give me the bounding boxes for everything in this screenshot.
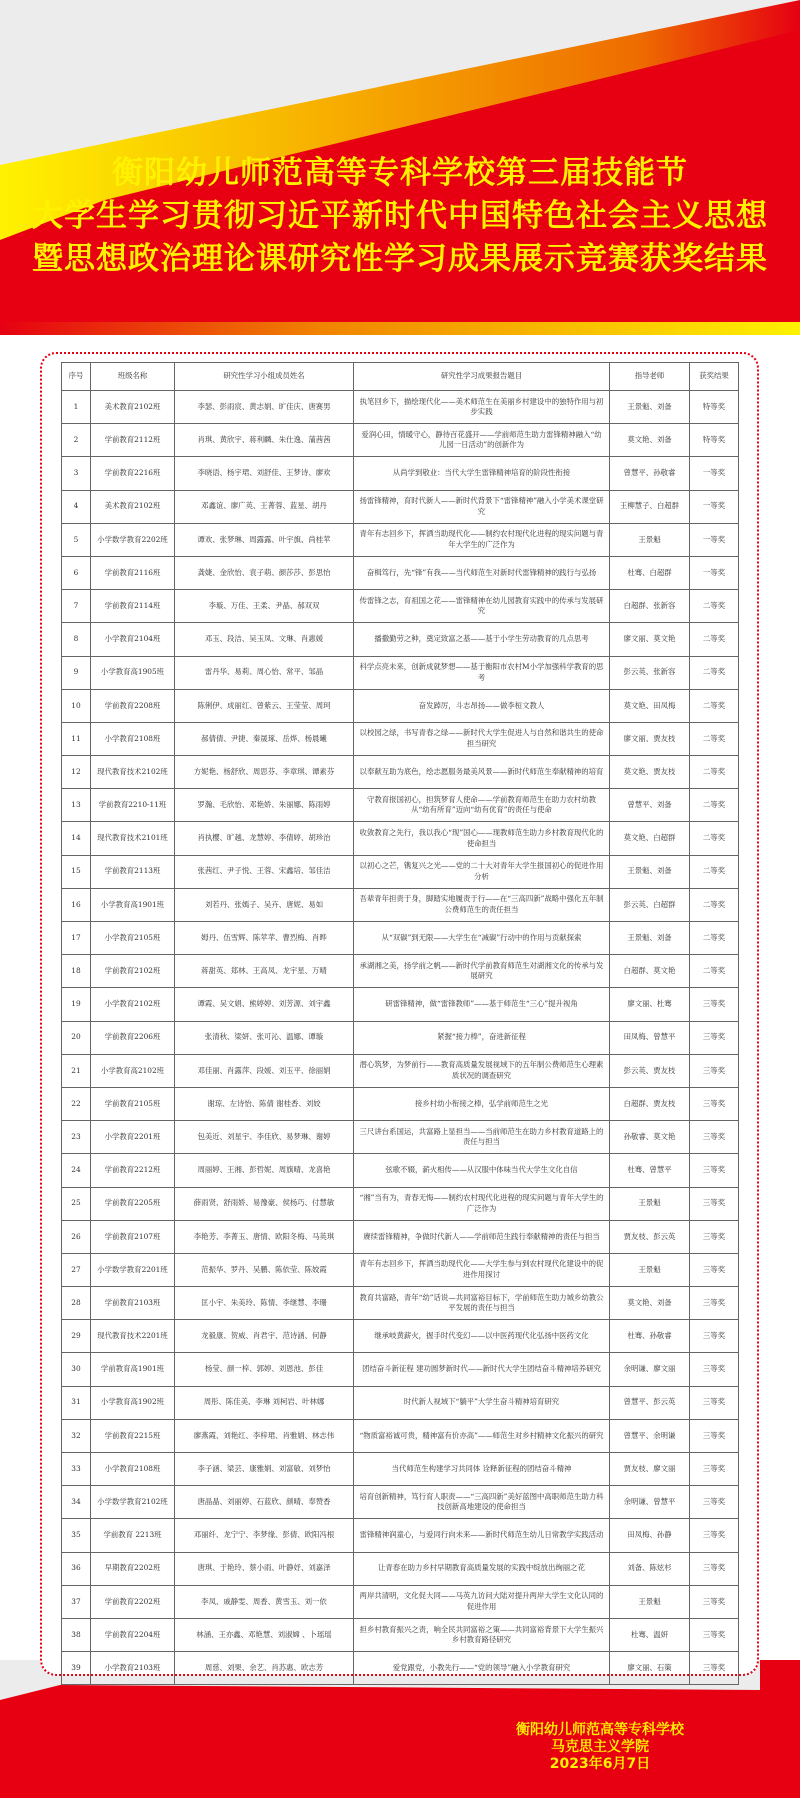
cell-topic: 从“双碳”到无限——大学生在“减碳”行动中的作用与贡献探索	[354, 922, 610, 955]
cell-topic: 以校园之绿，书写青春之绿——新时代大学生促进人与自然和谐共生的使命担当研究	[354, 722, 610, 755]
cell-award: 一等奖	[690, 556, 739, 589]
cell-no: 11	[62, 722, 91, 755]
cell-award: 二等奖	[690, 789, 739, 822]
cell-members: 罗瀚、毛欣怡、邓艳娇、朱丽娜、陈雨婷	[175, 789, 354, 822]
cell-class: 美术教育2102班	[91, 490, 175, 523]
cell-teacher: 王景魁	[610, 1585, 690, 1618]
cell-no: 7	[62, 590, 91, 623]
table-row	[62, 789, 739, 822]
cell-award: 三等奖	[690, 1652, 739, 1685]
table-row	[62, 523, 739, 556]
cell-class: 学前教育2105班	[91, 1087, 175, 1120]
cell-topic: 吾辈青年担责于身，脚踏实地履责于行——在“三高四新”战略中强化五年制公费师范生的责任担当	[354, 888, 610, 921]
table-row	[62, 490, 739, 523]
cell-members: 肖执樱、旷越、龙慧婷、李倩婷、胡珍治	[175, 822, 354, 855]
cell-teacher: 莫文艳、刘备	[610, 424, 690, 457]
cell-teacher: 刘备、陈炫杉	[610, 1552, 690, 1585]
cell-no: 13	[62, 789, 91, 822]
cell-class: 学前教育2116班	[91, 556, 175, 589]
cell-no: 34	[62, 1486, 91, 1519]
cell-members: 龚婕、金欣怡、袁子萌、颜莎莎、彭思怡	[175, 556, 354, 589]
cell-no: 32	[62, 1419, 91, 1452]
cell-class: 小学教育2108班	[91, 722, 175, 755]
cell-teacher: 田凤梅、曾慧平	[610, 1021, 690, 1054]
cell-members: 雷丹华、易莉、周心怡、常平、邹晶	[175, 656, 354, 689]
cell-members: 李瑟、彭雨宸、黄志娟、旷佳庆、唐赛男	[175, 391, 354, 424]
cell-members: 李璇、万佳、王柔、尹晶、郝双双	[175, 590, 354, 623]
cell-award: 二等奖	[690, 955, 739, 988]
cell-class: 学前教育2216班	[91, 457, 175, 490]
cell-topic: 教育共富路，青年“幼”话说—共同富裕目标下，学前师范生助力城乡幼教公平发展的责任与担当	[354, 1287, 610, 1320]
cell-topic: 两岸共清明，文化促大同——马英九访问大陆对提升两岸大学生文化认同的促进作用	[354, 1585, 610, 1618]
cell-no: 14	[62, 822, 91, 855]
cell-members: 薛雨贤、舒雨娇、易豫豪、侯杨巧、付慧敏	[175, 1187, 354, 1220]
cell-class: 小学数学教育2102班	[91, 1486, 175, 1519]
cell-teacher: 贾友枝、廖文丽	[610, 1453, 690, 1486]
cell-teacher: 彭云英、贾友枝	[610, 1054, 690, 1087]
cell-no: 16	[62, 888, 91, 921]
cell-award: 特等奖	[690, 391, 739, 424]
cell-topic: 青年有志回乡下，挥洒当助现代化——制约农村现代化进程的现实问题与青年大学生的广泛作为	[354, 523, 610, 556]
cell-topic: 爱党跟党，小教先行——“党的领导”融入小学教育研究	[354, 1652, 610, 1685]
table-row	[62, 1419, 739, 1452]
table-row	[62, 1453, 739, 1486]
award-results-table	[61, 362, 739, 1685]
cell-topic: 三尺讲台系国运，共富路上显担当——当前师范生在助力乡村教育道路上的责任与担当	[354, 1121, 610, 1154]
cell-teacher: 莫文艳、贾友枝	[610, 756, 690, 789]
cell-members: 廖燕霞、刘艳红、李梓珺、肖雅娟、林志伟	[175, 1419, 354, 1452]
table-header-row	[62, 363, 739, 391]
cell-no: 28	[62, 1287, 91, 1320]
cell-teacher: 白超群、莫文艳	[610, 955, 690, 988]
cell-no: 26	[62, 1220, 91, 1253]
cell-class: 小学数学教育2202班	[91, 523, 175, 556]
cell-teacher: 曾慧平、彭云英	[610, 1386, 690, 1419]
column-header-class: 班级名称	[91, 363, 175, 391]
issuer-signature	[470, 1722, 730, 1773]
cell-members: 邓丽纤、龙宁宁、李梦缘、彭倩、欧阳冯根	[175, 1519, 354, 1552]
cell-teacher: 王景魁、刘备	[610, 922, 690, 955]
cell-class: 现代教育技术2201班	[91, 1320, 175, 1353]
cell-topic: 紧握“接力棒”，奋进新征程	[354, 1021, 610, 1054]
cell-class: 学前教育2206班	[91, 1021, 175, 1054]
cell-members: 包美近、刘星宇、李佳欣、易梦琳、谢婷	[175, 1121, 354, 1154]
table-row	[62, 1187, 739, 1220]
cell-class: 小学教育高1902班	[91, 1386, 175, 1419]
cell-class: 现代教育技术2101班	[91, 822, 175, 855]
cell-teacher: 王景魁	[610, 1253, 690, 1286]
cell-no: 22	[62, 1087, 91, 1120]
cell-members: 周慈、刘果、余艺、肖苏惠、欧志芳	[175, 1652, 354, 1685]
cell-award: 二等奖	[690, 656, 739, 689]
cell-topic: 传雷锋之志，育祖国之花——雷锋精神在幼儿园教育实践中的传承与发展研究	[354, 590, 610, 623]
cell-no: 17	[62, 922, 91, 955]
cell-class: 学前教育2208班	[91, 689, 175, 722]
issuer-department: 马克思主义学院	[551, 1739, 649, 1755]
cell-award: 三等奖	[690, 1486, 739, 1519]
cell-award: 三等奖	[690, 1121, 739, 1154]
cell-no: 4	[62, 490, 91, 523]
cell-class: 学前教育2112班	[91, 424, 175, 457]
page-title	[0, 152, 800, 281]
cell-award: 特等奖	[690, 424, 739, 457]
cell-teacher: 杜骞、孙敬睿	[610, 1320, 690, 1353]
cell-no: 38	[62, 1618, 91, 1651]
cell-award: 三等奖	[690, 1320, 739, 1353]
cell-award: 三等奖	[690, 1087, 739, 1120]
cell-class: 早期教育2202班	[91, 1552, 175, 1585]
table-row	[62, 1320, 739, 1353]
table-row	[62, 1054, 739, 1087]
cell-award: 三等奖	[690, 1386, 739, 1419]
cell-members: 邓鑫谊、廖广英、王菁蓉、蓝星、胡丹	[175, 490, 354, 523]
cell-no: 37	[62, 1585, 91, 1618]
table-row	[62, 1087, 739, 1120]
cell-members: 龙毅康、贺威、肖君宇、范诗涵、何静	[175, 1320, 354, 1353]
cell-no: 6	[62, 556, 91, 589]
cell-teacher: 王景魁、刘备	[610, 855, 690, 888]
cell-no: 5	[62, 523, 91, 556]
cell-members: 邓玉、段洁、吴玉凤、文琳、肖惠媛	[175, 623, 354, 656]
cell-no: 18	[62, 955, 91, 988]
issue-date: 2023年6月7日	[549, 1756, 651, 1772]
cell-members: 周丽婷、王湘、彭哲妮、周旗晴、龙喜艳	[175, 1154, 354, 1187]
cell-award: 三等奖	[690, 1453, 739, 1486]
cell-no: 29	[62, 1320, 91, 1353]
cell-topic: 雷锋精神润童心，与爱同行向未来——新时代师范生幼儿日常教学实践活动	[354, 1519, 610, 1552]
table-row	[62, 590, 739, 623]
cell-topic: 执笔回乡下，描绘现代化——美术师范生在美丽乡村建设中的独特作用与初步实践	[354, 391, 610, 424]
cell-topic: 播撒勤劳之种，奠定致富之基——基于小学生劳动教育的几点思考	[354, 623, 610, 656]
table-row	[62, 656, 739, 689]
cell-members: 杨莹、颜一梓、郭婷、刘恩池、彭佳	[175, 1353, 354, 1386]
cell-class: 学前教育高1901班	[91, 1353, 175, 1386]
cell-award: 一等奖	[690, 523, 739, 556]
cell-teacher: 贾友枝、彭云英	[610, 1220, 690, 1253]
cell-topic: 研雷锋精神，做“雷锋教师”——基于师范生“三心”提升视角	[354, 988, 610, 1021]
table-row	[62, 855, 739, 888]
cell-award: 二等奖	[690, 722, 739, 755]
table-row	[62, 391, 739, 424]
cell-class: 小学教育2201班	[91, 1121, 175, 1154]
cell-class: 学前教育 2213班	[91, 1519, 175, 1552]
table-row	[62, 922, 739, 955]
table-row	[62, 1585, 739, 1618]
cell-class: 学前教育2202班	[91, 1585, 175, 1618]
cell-class: 小学教育高2102班	[91, 1054, 175, 1087]
title-line-1: 衡阳幼儿师范高等专科学校第三届技能节	[112, 155, 688, 191]
cell-topic: 奋楫笃行，先“锋”有我——当代师范生对新时代雷锋精神的践行与弘扬	[354, 556, 610, 589]
cell-award: 三等奖	[690, 988, 739, 1021]
cell-members: 陈俐伊、成丽红、曾紫云、王莹莹、周珂	[175, 689, 354, 722]
title-line-3: 暨思想政治理论课研究性学习成果展示竞赛获奖结果	[32, 241, 768, 277]
cell-topic: 赓续雷锋精神，争做时代新人——学前师范生践行奉献精神的责任与担当	[354, 1220, 610, 1253]
table-row	[62, 955, 739, 988]
cell-topic: 以奉献互助为底色，绘志愿服务最美风景——新时代师范生奉献精神的培育	[354, 756, 610, 789]
cell-award: 二等奖	[690, 756, 739, 789]
cell-class: 学前教育2114班	[91, 590, 175, 623]
cell-topic: 担乡村教育振兴之责，响全民共同富裕之策——共同富裕背景下大学生振兴乡村教育路径研究	[354, 1618, 610, 1651]
column-header-members: 研究性学习小组成员姓名	[175, 363, 354, 391]
cell-award: 三等奖	[690, 1187, 739, 1220]
cell-class: 小学教育2108班	[91, 1453, 175, 1486]
cell-topic: 爱润心田，情暖守心，静待百花盛开——学前师范生助力雷锋精神融入“幼儿园一日活动”的创新作为	[354, 424, 610, 457]
cell-teacher: 田凤梅、孙静	[610, 1519, 690, 1552]
cell-no: 39	[62, 1652, 91, 1685]
issuer-school: 衡阳幼儿师范高等专科学校	[516, 1722, 684, 1738]
cell-topic: 奋发踔厉，斗志昂扬——做李桓文教人	[354, 689, 610, 722]
cell-teacher: 杜骞、温妍	[610, 1618, 690, 1651]
cell-topic: 承湖湘之美，扬学前之帆——新时代学前教育师范生对湖湘文化的传承与发展研究	[354, 955, 610, 988]
cell-topic: 科学点亮未来，创新成就梦想——基于衡阳市农村M小学加强科学教育的思考	[354, 656, 610, 689]
cell-teacher: 曾慧平、刘备	[610, 789, 690, 822]
table-row	[62, 1154, 739, 1187]
cell-members: 刘若丹、张嫣子、吴卉、唐妮、易如	[175, 888, 354, 921]
table-row	[62, 1486, 739, 1519]
title-line-2: 大学生学习贯彻习近平新时代中国特色社会主义思想	[32, 198, 768, 234]
cell-members: 范振华、罗丹、吴鹏、陈依莹、陈姣霞	[175, 1253, 354, 1286]
cell-topic: 培育创新精神，笃行育人职责——“三高四新”美好蓝图中高职师范生助力科技创新高地建设的使命担当	[354, 1486, 610, 1519]
cell-members: 唐晶晶、刘丽婷、石蓝欣、颜晴、奉赞香	[175, 1486, 354, 1519]
table-row	[62, 689, 739, 722]
cell-teacher: 余明谦、曾慧平	[610, 1486, 690, 1519]
cell-members: 匡小宇、朱美玲、陈情、李继慧、李珊	[175, 1287, 354, 1320]
cell-teacher: 莫文艳、刘备	[610, 1287, 690, 1320]
cell-teacher: 王柳慧子、白超群	[610, 490, 690, 523]
cell-members: 谭霞、吴文娟、熊婷婷、刘芳源、刘宇鑫	[175, 988, 354, 1021]
table-row	[62, 623, 739, 656]
cell-teacher: 杜骞、白超群	[610, 556, 690, 589]
cell-award: 二等奖	[690, 822, 739, 855]
cell-topic: 扬雷锋精神，育时代新人——新时代背景下“雷锋精神”融入小学美术课堂研究	[354, 490, 610, 523]
cell-teacher: 莫文艳、田凤梅	[610, 689, 690, 722]
table-row	[62, 457, 739, 490]
cell-topic: 让青春在助力乡村早期教育高质量发展的实践中绽放出绚丽之花	[354, 1552, 610, 1585]
column-header-no: 序号	[62, 363, 91, 391]
cell-class: 学前教育2107班	[91, 1220, 175, 1253]
cell-no: 20	[62, 1021, 91, 1054]
cell-topic: 收敛教育之先行，我以我心“现”国心——现教师范生助力乡村教育现代化的使命担当	[354, 822, 610, 855]
cell-class: 学前教育2205班	[91, 1187, 175, 1220]
cell-topic: 从尚学到敬业：当代大学生雷锋精神培育的阶段性衔接	[354, 457, 610, 490]
cell-no: 2	[62, 424, 91, 457]
cell-teacher: 王景魁、刘备	[610, 391, 690, 424]
table-row	[62, 1552, 739, 1585]
column-header-teacher: 指导老师	[610, 363, 690, 391]
cell-members: 谢琼、左诗怡、陈倩 谢桂香、刘姣	[175, 1087, 354, 1120]
cell-teacher: 王景魁	[610, 1187, 690, 1220]
cell-no: 15	[62, 855, 91, 888]
cell-class: 小学教育2105班	[91, 922, 175, 955]
cell-teacher: 白超群、贾友枝	[610, 1087, 690, 1120]
cell-teacher: 廖文丽、莫文艳	[610, 623, 690, 656]
cell-no: 30	[62, 1353, 91, 1386]
cell-teacher: 廖文丽、杜骞	[610, 988, 690, 1021]
cell-members: 张茜红、尹子悦、王蓉、宋鑫培、邹佳洁	[175, 855, 354, 888]
table-row	[62, 556, 739, 589]
cell-members: 李凤、戚静雯、周香、黄雪玉、刘一依	[175, 1585, 354, 1618]
cell-no: 36	[62, 1552, 91, 1585]
cell-no: 35	[62, 1519, 91, 1552]
table-row	[62, 1652, 739, 1685]
column-header-topic: 研究性学习成果报告题目	[354, 363, 610, 391]
cell-no: 3	[62, 457, 91, 490]
cell-class: 小学教育2102班	[91, 988, 175, 1021]
table-row	[62, 888, 739, 921]
cell-class: 小学教育高1905班	[91, 656, 175, 689]
cell-members: 李艳芳、李菁玉、唐情、欧阳冬梅、马英琪	[175, 1220, 354, 1253]
cell-members: 蒋甜英、郑林、王高凤、龙宇星、万晴	[175, 955, 354, 988]
cell-topic: “湘”当有为，青春无悔——制约农村现代化进程的现实问题与青年大学生的广泛作为	[354, 1187, 610, 1220]
table-row	[62, 1253, 739, 1286]
cell-topic: 潜心筑梦，为梦前行——教育高质量发展视域下的五年制公费师范生心理素质状况的调查研究	[354, 1054, 610, 1087]
table-row	[62, 1353, 739, 1386]
cell-award: 三等奖	[690, 1287, 739, 1320]
cell-topic: 以初心之芒，镌复兴之光——党的二十大对青年大学生报国初心的促进作用分析	[354, 855, 610, 888]
cell-topic: “物质富裕诚可贵，精神富有价亦高”——师范生对乡村精神文化振兴的研究	[354, 1419, 610, 1452]
cell-no: 24	[62, 1154, 91, 1187]
cell-award: 三等奖	[690, 1021, 739, 1054]
cell-class: 现代教育技术2102班	[91, 756, 175, 789]
cell-no: 9	[62, 656, 91, 689]
cell-award: 三等奖	[690, 1419, 739, 1452]
cell-topic: 守教育报国初心，担筑梦育人使命——学前教育师范生在助力农村幼教从“幼有所育”迈向“幼有优育”的责任与使命	[354, 789, 610, 822]
cell-award: 三等奖	[690, 1552, 739, 1585]
cell-award: 二等奖	[690, 623, 739, 656]
cell-award: 二等奖	[690, 888, 739, 921]
table-row	[62, 424, 739, 457]
cell-members: 林涵、王亦鑫、邓艳慧、刘淑嫦 、卜瑶瑶	[175, 1618, 354, 1651]
cell-teacher: 王景魁	[610, 523, 690, 556]
cell-members: 李子涵、梁芸、康雅娟、刘富敏、刘梦怡	[175, 1453, 354, 1486]
table-row	[62, 722, 739, 755]
column-header-award: 获奖结果	[690, 363, 739, 391]
cell-award: 三等奖	[690, 1054, 739, 1087]
cell-topic: 接乡村幼小衔接之棒，弘学前师范生之光	[354, 1087, 610, 1120]
cell-award: 一等奖	[690, 490, 739, 523]
cell-award: 二等奖	[690, 855, 739, 888]
cell-award: 三等奖	[690, 1154, 739, 1187]
cell-topic: 弦歌不辍，薪火相传——从汉服中体味当代大学生文化自信	[354, 1154, 610, 1187]
table-row	[62, 756, 739, 789]
cell-award: 三等奖	[690, 1585, 739, 1618]
cell-members: 唐琪、于艳玲、蔡小雨、叶静妤、刘嘉泽	[175, 1552, 354, 1585]
cell-award: 二等奖	[690, 689, 739, 722]
cell-teacher: 白超群、张新容	[610, 590, 690, 623]
cell-members: 姆丹、伍雪辉、陈苹苹、曹烈梅、肖晔	[175, 922, 354, 955]
cell-no: 25	[62, 1187, 91, 1220]
cell-class: 小学数学教育2201班	[91, 1253, 175, 1286]
cell-no: 1	[62, 391, 91, 424]
table-row	[62, 1618, 739, 1651]
cell-members: 谭欢、张梦琳、周露露、叶宇旗、尚桂苹	[175, 523, 354, 556]
cell-teacher: 廖文丽、石策	[610, 1652, 690, 1685]
table-row	[62, 1121, 739, 1154]
cell-members: 周彤、陈佳美、李琳 刘柯岩、叶林娜	[175, 1386, 354, 1419]
cell-topic: 时代新人视域下“躺平”大学生奋斗精神培育研究	[354, 1386, 610, 1419]
table-row	[62, 1386, 739, 1419]
cell-no: 33	[62, 1453, 91, 1486]
cell-teacher: 杜骞、曾慧平	[610, 1154, 690, 1187]
cell-teacher: 彭云英、张新容	[610, 656, 690, 689]
cell-members: 邓佳丽、肖露萍、段媛、刘玉平、徐丽娟	[175, 1054, 354, 1087]
cell-topic: 继承岐黄薪火，握手时代变幻——以中医药现代化弘扬中医药文化	[354, 1320, 610, 1353]
cell-award: 三等奖	[690, 1618, 739, 1651]
cell-members: 郝倩倩、尹捷、秦晟琢、岳烨、杨晨曦	[175, 722, 354, 755]
cell-topic: 团结奋斗新征程 建功圆梦新时代——新时代大学生团结奋斗精神培养研究	[354, 1353, 610, 1386]
cell-class: 学前教育2102班	[91, 955, 175, 988]
cell-class: 学前教育2210-11班	[91, 789, 175, 822]
cell-no: 21	[62, 1054, 91, 1087]
cell-class: 学前教育2212班	[91, 1154, 175, 1187]
cell-members: 肖琪、黄欣宇、蒋利麟、朱仕逸、蒲茜茜	[175, 424, 354, 457]
cell-class: 学前教育2215班	[91, 1419, 175, 1452]
cell-no: 10	[62, 689, 91, 722]
cell-award: 三等奖	[690, 1220, 739, 1253]
cell-no: 23	[62, 1121, 91, 1154]
cell-class: 学前教育2103班	[91, 1287, 175, 1320]
cell-teacher: 彭云英、白超群	[610, 888, 690, 921]
cell-class: 小学教育2103班	[91, 1652, 175, 1685]
cell-award: 二等奖	[690, 922, 739, 955]
cell-no: 31	[62, 1386, 91, 1419]
cell-no: 8	[62, 623, 91, 656]
cell-award: 三等奖	[690, 1519, 739, 1552]
cell-teacher: 曾慧平、余明谦	[610, 1419, 690, 1452]
table-row	[62, 988, 739, 1021]
cell-no: 27	[62, 1253, 91, 1286]
cell-no: 19	[62, 988, 91, 1021]
cell-teacher: 孙敬睿、莫文艳	[610, 1121, 690, 1154]
table-row	[62, 1220, 739, 1253]
cell-no: 12	[62, 756, 91, 789]
table-row	[62, 1021, 739, 1054]
cell-award: 三等奖	[690, 1353, 739, 1386]
cell-award: 二等奖	[690, 590, 739, 623]
cell-class: 小学教育高1901班	[91, 888, 175, 921]
cell-class: 学前教育2113班	[91, 855, 175, 888]
cell-class: 小学教育2104班	[91, 623, 175, 656]
table-row	[62, 1287, 739, 1320]
table-row	[62, 822, 739, 855]
cell-award: 三等奖	[690, 1253, 739, 1286]
cell-members: 方妮艳、杨舒欣、周思芬、李章琪、谭素芬	[175, 756, 354, 789]
cell-teacher: 余明谦、廖文丽	[610, 1353, 690, 1386]
cell-class: 美术教育2102班	[91, 391, 175, 424]
cell-topic: 当代师范生构建学习共同体 诠释新征程的团结奋斗精神	[354, 1453, 610, 1486]
cell-teacher: 廖文丽、贾友枝	[610, 722, 690, 755]
cell-teacher: 曾慧平、孙敬睿	[610, 457, 690, 490]
cell-class: 学前教育2204班	[91, 1618, 175, 1651]
cell-members: 李晓语、杨宇珺、刘舒佳、王梦诗、廖欢	[175, 457, 354, 490]
table-row	[62, 1519, 739, 1552]
cell-topic: 青年有志回乡下，挥洒当助现代化——大学生参与到农村现代化建设中的促进作用探讨	[354, 1253, 610, 1286]
cell-members: 张清秋、梁妍、张可沁、温娜、谭璇	[175, 1021, 354, 1054]
cell-award: 一等奖	[690, 457, 739, 490]
cell-teacher: 莫文艳、白超群	[610, 822, 690, 855]
